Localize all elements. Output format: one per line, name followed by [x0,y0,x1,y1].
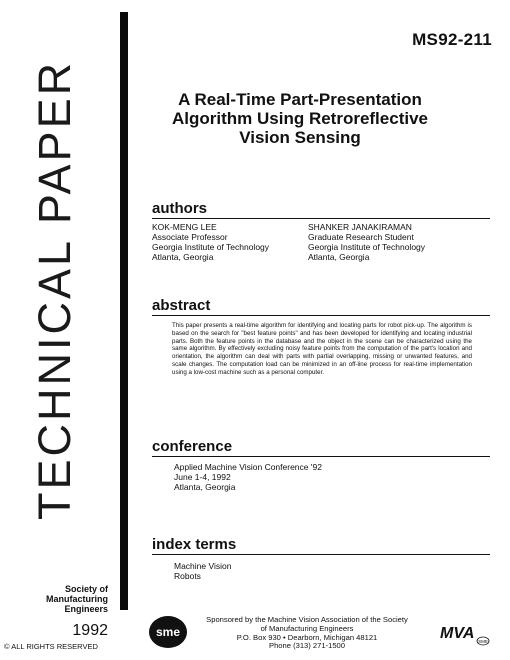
abstract-heading: abstract [152,298,490,316]
author-position: Graduate Research Student [308,232,414,242]
society-line: Society of [64,584,108,594]
sponsor-line: of Manufacturing Engineers [260,623,354,633]
vertical-rule [120,12,128,610]
sponsor-line: Sponsored by the Machine Vision Association of the Society [206,615,408,624]
sme-logo-text: sme [155,625,181,639]
author-location: Atlanta, Georgia [152,252,214,262]
abstract-body: This paper presents a real-time algorithm for identifying and locating parts for robot pick-up. The algorithm is based on the search for "best feature points" and has been developed for identifying and locating industrial parts. Both the feature points in the database and the object in the scene can be characterized using the same algorithm. By effectively excluding noisy feature points from the computation of the part's location and orientation, the algorithm can deal with parts with partial overlapping, missing or unwanted features, and scale changes. The computation load can be minimized in an off-line process for real-time implementation using a low-cost machine such as a personal computer. [172,322,472,376]
paper-number: MS92-211 [412,30,492,49]
conference-details [174,462,322,492]
author-name: KOK-MENG LEE [152,222,217,232]
mva-sub-text: SME [478,639,488,644]
publication-year: 1992 [72,622,108,639]
society-line: Manufacturing [46,594,108,604]
index-term: Robots [174,571,201,581]
title-line: A Real-Time Part-Presentation [178,90,422,109]
sponsor-address: P.O. Box 930 • Dearborn, Michigan 48121 [236,632,378,642]
author-location: Atlanta, Georgia [308,252,370,262]
society-line: Engineers [64,604,108,614]
society-name [10,584,108,614]
title-line: Algorithm Using Retroreflective [172,109,428,128]
index-terms-list [174,561,232,581]
index-term: Machine Vision [174,561,232,571]
sponsor-phone: Phone (313) 271-1500 [269,641,345,651]
sponsor-info [192,616,422,651]
author-2 [308,222,425,262]
conference-heading: conference [152,439,490,457]
author-name: SHANKER JANAKIRAMAN [308,222,412,232]
author-institution: Georgia Institute of Technology [152,242,270,252]
conference-location: Atlanta, Georgia [174,482,236,492]
title-line: Vision Sensing [239,128,361,147]
conference-name: Applied Machine Vision Conference '92 [174,462,322,472]
author-1 [152,222,269,262]
author-position: Associate Professor [152,232,228,242]
index-terms-heading: index terms [152,537,490,555]
mva-logo-text: MVA [440,625,475,642]
copyright-notice: © ALL RIGHTS RESERVED [4,642,98,651]
side-title: TECHNICAL PAPER [29,59,80,520]
mva-logo-icon [440,618,490,648]
paper-title [150,90,450,147]
conference-date: June 1-4, 1992 [174,472,231,482]
author-institution: Georgia Institute of Technology [308,242,426,252]
authors-heading: authors [152,201,490,219]
sme-logo-icon [148,614,188,650]
